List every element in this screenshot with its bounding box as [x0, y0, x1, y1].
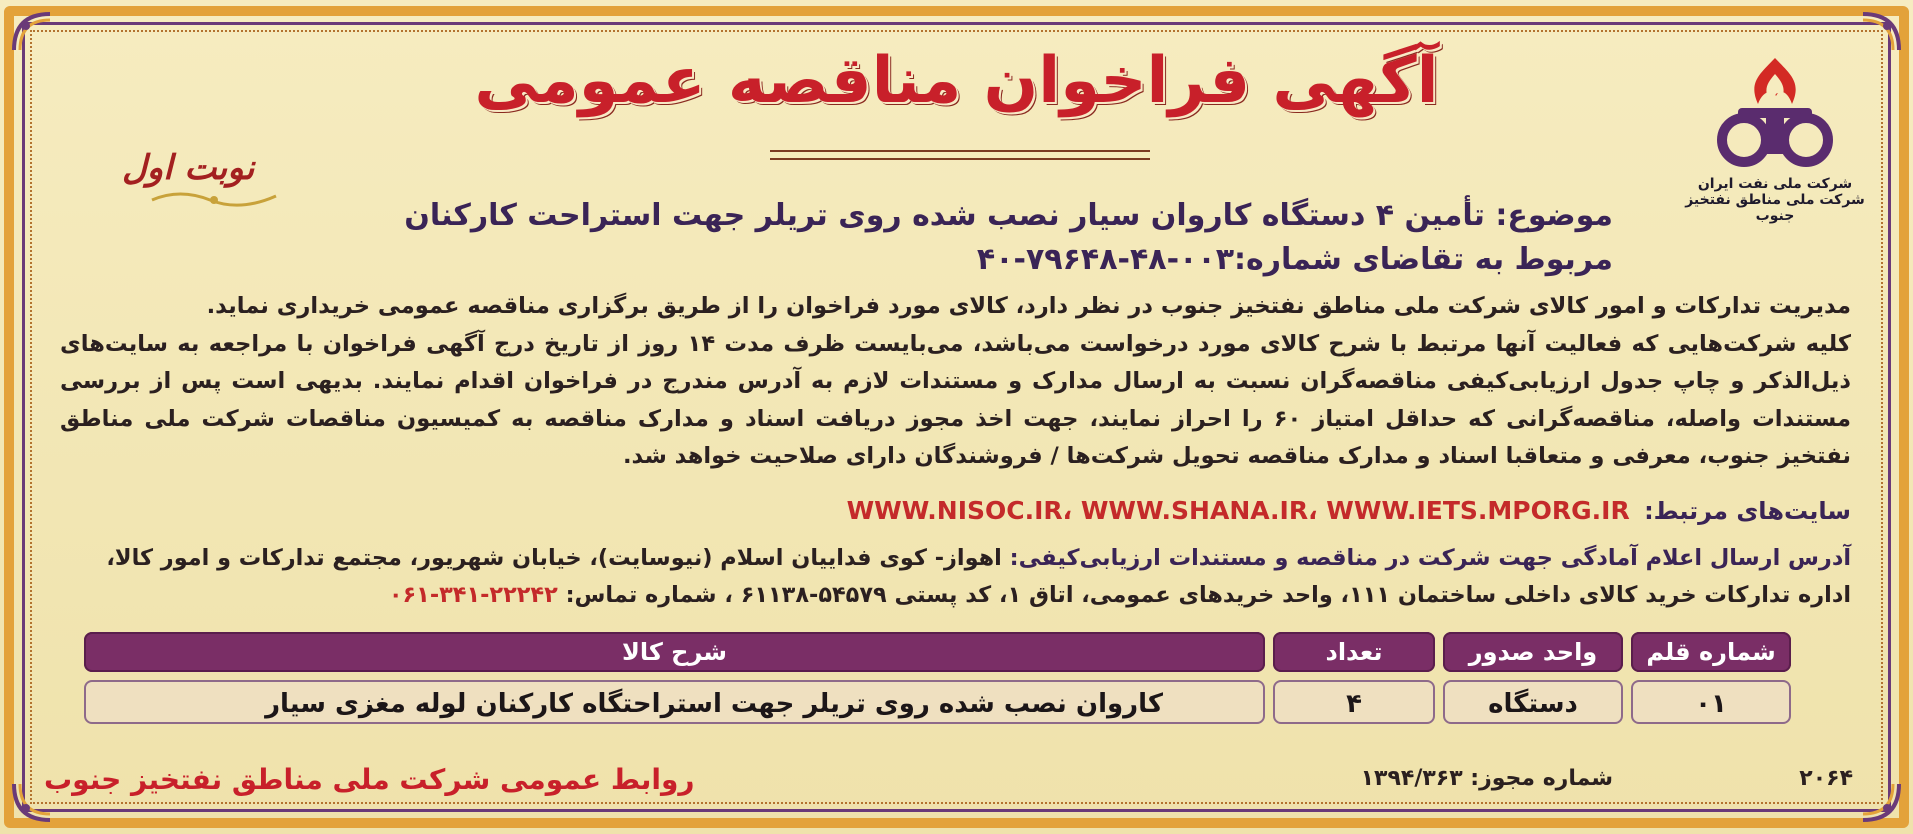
footer-permit-number: شماره مجوز: ۱۳۹۴/۳۶۳ — [1360, 766, 1613, 791]
header-unit: واحد صدور — [1443, 632, 1623, 672]
cell-description: کاروان نصب شده روی تریلر جهت استراحتگاه کارکنان لوله مغزی سیار — [84, 680, 1265, 724]
subject-reference: مربوط به تقاضای شماره:۰۰۳-۴۸-۷۹۶۴۸-۴۰ — [976, 242, 1613, 277]
contact-phone: ۲۲۲۴۲-۳۴۱-۰۶۱ — [388, 582, 558, 608]
footer-code: ۲۰۶۴ — [1799, 766, 1853, 791]
address-label: آدرس ارسال اعلام آمادگی جهت شرکت در مناقصه و مستندات ارزیابی‌کیفی: — [1009, 545, 1851, 571]
round-label: نوبت اول — [122, 148, 255, 188]
table-row — [84, 680, 1791, 724]
header-description: شرح کالا — [84, 632, 1265, 672]
title-underline — [770, 150, 1150, 160]
body-paragraph: کلیه شرکت‌هایی که فعالیت آنها مرتبط با شرح کالای مورد درخواست می‌باشد، می‌بایست ظرف مدت ۱۴ روز از تاریخ درج آگهی فراخوان با مراجعه به سایت‌های ذیل‌الذکر و چاپ جدول ارزیابی‌کیفی مناقصه‌گران نسبت به ارسال مدارک و مستندات لازم به آدرس مندرج در فراخوان اقدام نمایند. بدیهی است پس از بررسی مستندات واصله، مناقصه‌گرانی که حداقل امتیاز ۶۰ را احراز نمایند، جهت اخذ مجوز دریافت اسناد و مدارک مناقصه به کمیسیون مناقصات شرکت ملی مناطق نفتخیز جنوب، معرفی و متعاقبا اسناد و مدارک مناقصه تحویل شرکت‌ها / فروشندگان دارای صلاحیت خواهد شد. — [60, 330, 1851, 469]
cell-unit: دستگاه — [1443, 680, 1623, 724]
footer-organization: روابط عمومی شرکت ملی مناطق نفتخیز جنوب — [44, 763, 695, 796]
company-logo — [1685, 52, 1865, 242]
submission-address — [60, 540, 1851, 614]
logo-caption-line2: شرکت ملی مناطق نفتخیز جنوب — [1685, 192, 1865, 224]
cell-quantity: ۴ — [1273, 680, 1435, 724]
page-title: آگهی فراخوان مناقصه عمومی — [474, 44, 1439, 118]
header-item-number: شماره قلم — [1631, 632, 1791, 672]
sites-urls[interactable]: WWW.NISOC.IR، WWW.SHANA.IR، WWW.IETS.MPORG.IR — [846, 496, 1630, 525]
subject-line: موضوع: تأمین ۴ دستگاه کاروان سیار نصب شده روی تریلر جهت استراحت کارکنان — [404, 198, 1613, 233]
cell-item-number: ۰۱ — [1631, 680, 1791, 724]
logo-caption-line1: شرکت ملی نفت ایران — [1697, 176, 1853, 192]
notice-body — [60, 288, 1851, 476]
items-table — [84, 632, 1791, 724]
table-header-row — [84, 632, 1791, 672]
address-text: اهواز- کوی فداییان اسلام (نیوسایت)، خیابان شهریور، مجتمع تدارکات و امور کالا، اداره تدارکات خرید کالای داخلی ساختمان ۱۱۱، واحد خریدهای عمومی، اتاق ۱، کد پستی ۵۴۵۷۹-۶۱۱۳۸ ، شماره تماس: — [106, 545, 1851, 608]
corner-ornament-icon — [1859, 780, 1903, 824]
body-paragraph: مدیریت تدارکات و امور کالای شرکت ملی مناطق نفتخیز جنوب در نظر دارد، کالای مورد فراخوان را از طریق برگزاری مناقصه عمومی خریداری نماید. — [206, 293, 1851, 319]
flourish-icon — [150, 186, 280, 214]
header-quantity: تعداد — [1273, 632, 1435, 672]
related-sites — [847, 496, 1851, 525]
flame-logo-icon — [1710, 52, 1840, 172]
sites-label: سایت‌های مرتبط: — [1644, 497, 1851, 525]
